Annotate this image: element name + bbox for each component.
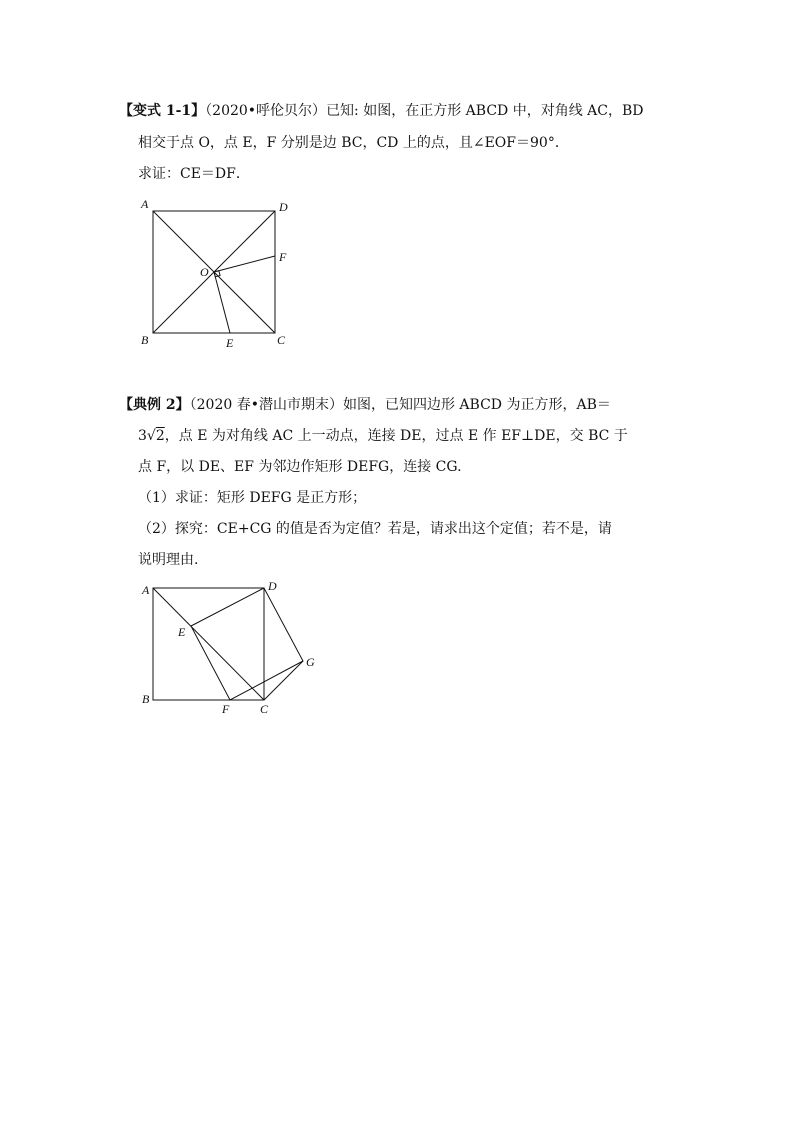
- problem1-line2: 相交于点 O，点 E，F 分别是边 BC，CD 上的点，且∠EOF＝90°．: [138, 135, 569, 151]
- problem2-part2: （2）探究：CE+CG 的值是否为定值？若是，请求出这个定值；若不是，请: [138, 521, 612, 537]
- problem2-tag: 【典例 2】: [119, 397, 190, 413]
- fig2-label-e: E: [178, 625, 186, 639]
- fig1-label-b: B: [141, 333, 149, 347]
- fig2-diagonal-ac: [153, 588, 264, 700]
- fig2-segment-cg: [264, 661, 303, 700]
- problem1-tag: 【变式 1-1】: [119, 103, 206, 119]
- problem1-statement-1: 已知: 如图，在正方形 ABCD 中，对角线 AC，BD: [326, 103, 644, 119]
- problem1-line3: 求证：CE＝DF．: [138, 166, 250, 182]
- problem2-statement-2: ，点 E 为对角线 AC 上一动点，连接 DE，过点 E 作 EF⊥DE，交 BC 于: [164, 428, 628, 444]
- problem2-source: （2020 春•潜山市期末）: [189, 397, 343, 413]
- fig1-label-o: O: [200, 265, 209, 279]
- problem1-source: （2020•呼伦贝尔）: [205, 103, 327, 119]
- fig2-label-g: G: [306, 655, 315, 669]
- problem2-part1: （1）求证：矩形 DEFG 是正方形；: [138, 490, 367, 506]
- fig2-label-b: B: [142, 692, 150, 706]
- fig2-label-c: C: [260, 702, 269, 716]
- problem2-statement-1: 如图，已知四边形 ABCD 为正方形，AB＝: [342, 397, 611, 413]
- fig2-label-f: F: [222, 702, 230, 716]
- fig1-label-e: E: [226, 336, 234, 350]
- problem2-radicand: 2: [155, 428, 165, 444]
- fig2-label-a: A: [142, 583, 150, 597]
- fig1-label-c: C: [277, 333, 286, 347]
- problem2-line3: 点 F，以 DE、EF 为邻边作矩形 DEFG，连接 CG.: [138, 459, 462, 475]
- sqrt-symbol: √: [146, 428, 156, 444]
- fig1-label-f: F: [279, 250, 287, 264]
- fig1-label-a: A: [141, 197, 149, 211]
- problem2-part2-cont: 说明理由.: [138, 552, 199, 568]
- fig1-label-d: D: [279, 200, 288, 214]
- problem2-coefficient: 3: [138, 428, 147, 444]
- fig2-label-d: D: [268, 579, 277, 593]
